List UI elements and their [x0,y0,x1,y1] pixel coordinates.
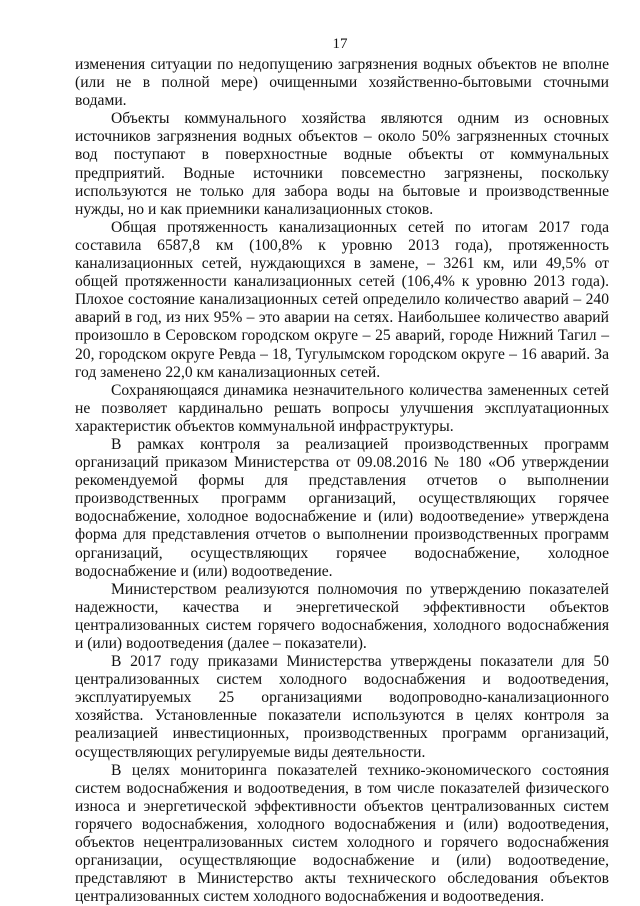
paragraph-production-program-control: В рамках контроля за реализацией производственных программ организаций приказом Министерства от 09.08.2016 № 180 «Об утверждении рекомендуемой формы для представления отчетов о выполнении производственных программ организаций, осуществляющих горячее водоснабжение, холодное водоснабжение и (или) водоотведение» утверждена форма для представления отчетов о выполнении производственных программ организаций, осуществляющих горячее водоснабжение, холодное водоснабжение и (или) водоотведение. [75,435,609,580]
paragraph-ministry-indicators: Министерством реализуются полномочия по утверждению показателей надежности, качества и энергетической эффективности объектов централизованных систем горячего водоснабжения, холодного водоснабжения и (или) водоотведения (далее – показатели). [75,580,609,652]
document-body [75,56,609,906]
paragraph-2017-orders: В 2017 году приказами Министерства утверждены показатели для 50 централизованных систем холодного водоснабжения и водоотведения, эксплуатируемых 25 организациями водопроводно-канализационного хозяйства. Установленные показатели используются в целях контроля за реализацией инвестиционных, производственных программ организаций, осуществляющих регулируемые виды деятельности. [75,653,609,761]
paragraph-replacement-dynamics: Сохраняющаяся динамика незначительного количества замененных сетей не позволяет кардинально решать вопросы улучшения эксплуатационных характеристик объектов коммунальной инфраструктуры. [75,381,609,435]
paragraph-continuation: изменения ситуации по недопущению загрязнения водных объектов не вполне (или не в полной мере) очищенными хозяйственно-бытовыми сточными водами. [75,56,609,110]
page-number: 17 [332,36,348,52]
paragraph-communal-pollution: Объекты коммунального хозяйства являются одним из основных источников загрязнения водных объектов – около 50% загрязненных сточных вод поступают в поверхностные водные объекты от коммунальных предприятий. Водные источники повсеместно загрязнены, поскольку используются не только для забора воды на бытовые и производственные нужды, но и как приемники канализационных стоков. [75,110,609,218]
paragraph-monitoring: В целях мониторинга показателей технико-экономического состояния систем водоснабжения и водоотведения, в том числе показателей физического износа и энергетической эффективности объектов централизованных систем горячего водоснабжения, холодного водоснабжения и (или) водоотведения, объектов нецентрализованных систем холодного и горячего водоснабжения организации, осуществляющие водоснабжение и (или) водоотведение, представляют в Министерство акты технического обследования объектов централизованных систем холодного водоснабжения и водоотведения. [75,761,609,906]
paragraph-sewer-network-length: Общая протяженность канализационных сетей по итогам 2017 года составила 6587,8 км (100,8% к уровню 2013 года), протяженность канализационных сетей, нуждающихся в замене, – 3261 км, или 49,5% от общей протяженности канализационных сетей (106,4% к уровню 2013 года). Плохое состояние канализационных сетей определило количество аварий – 240 аварий в год, из них 95% – это аварии на сетях. Наибольшее количество аварий произошло в Серовском городском округе – 25 аварий, городе Нижний Тагил – 20, городском округе Ревда – 18, Тугулымском городском округе – 16 аварий. За год заменено 22,0 км канализационных сетей. [75,218,609,381]
